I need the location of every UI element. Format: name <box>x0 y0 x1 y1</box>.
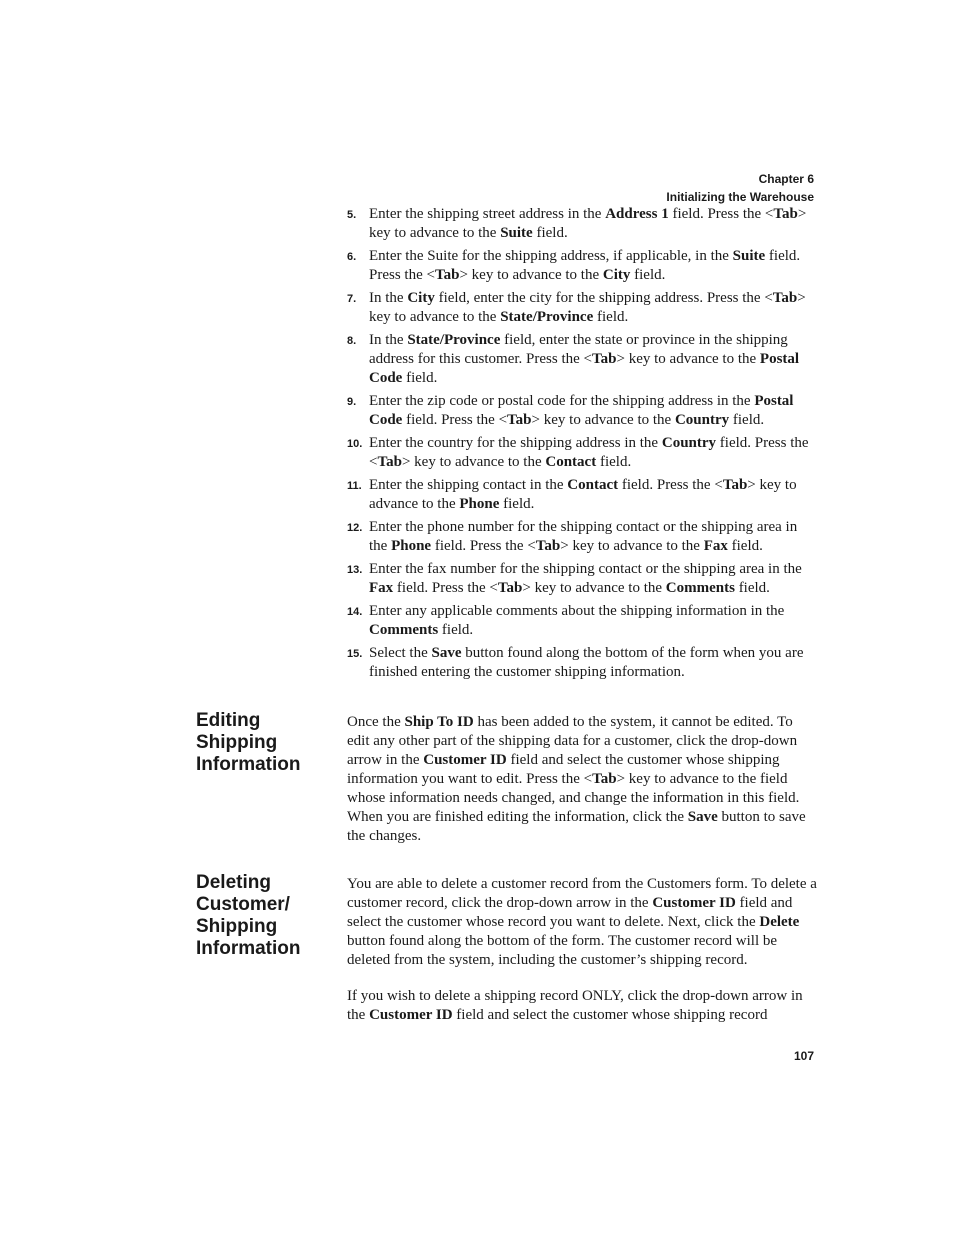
running-header <box>666 170 814 206</box>
bold-term: Fax <box>703 538 728 554</box>
step-text: Enter the shipping street address in the Address 1 field. Press the <Tab> key to advance to the Suite field. <box>369 206 807 241</box>
bold-term: Comments <box>369 622 439 638</box>
procedure-step <box>347 331 817 388</box>
procedure-step <box>347 434 817 472</box>
procedure-step <box>347 602 817 640</box>
procedure-step <box>347 518 817 556</box>
bold-term: Tab <box>377 454 402 470</box>
procedure-step <box>347 289 817 327</box>
chapter-title: Initializing the Warehouse <box>666 190 814 204</box>
step-text: Enter the zip code or postal code for the shipping address in the Postal Code field. Press the <Tab> key to advance to the Country field. <box>369 393 794 428</box>
step-text: Enter the Suite for the shipping address, if applicable, in the Suite field. Press the <Tab> key to advance to the City field. <box>369 248 801 283</box>
bold-term: Country <box>674 412 730 428</box>
step-number: 11. <box>347 480 362 492</box>
step-number: 13. <box>347 564 363 576</box>
procedure-step <box>347 247 817 285</box>
step-text: Enter any applicable comments about the shipping information in the Comments field. <box>369 603 785 638</box>
bold-term: Tab <box>497 580 523 596</box>
bold-term: Tab <box>722 477 748 493</box>
bold-term: Phone <box>459 496 500 512</box>
bold-term: Tab <box>592 351 617 367</box>
bold-term: Tab <box>773 206 798 222</box>
editing-shipping-paragraph: Once the Ship To ID has been added to the system, it cannot be edited. To edit any other part of the shipping data for a customer, click the drop-down arrow in the Customer ID field and select the customer whose shipping information you want to edit. Press the <Tab> key to advance to the field whose information needs changed, and change the information in this field. When you are finished editing the information, click the Save button to save the changes. <box>347 714 806 844</box>
procedure-step <box>347 560 817 598</box>
step-text: In the State/Province field, enter the state or province in the shipping address for this customer. Press the <Tab> key to advance to the Postal Code field. <box>369 332 800 386</box>
bold-term: Ship To ID <box>404 714 474 730</box>
bold-term: Country <box>661 435 717 451</box>
editing-shipping-heading: Editing Shipping Information <box>196 710 301 775</box>
step-number: 5. <box>347 209 357 221</box>
deleting-customer-paragraph-2: If you wish to delete a shipping record ONLY, click the drop-down arrow in the Customer ID field and select the customer whose shipping record <box>347 988 803 1023</box>
deleting-customer-paragraph-1: You are able to delete a customer record from the Customers form. To delete a customer record, click the drop-down arrow in the Customer ID field and select the customer whose record you want to delete. Next, click the Delete button found along the bottom of the form. The customer record will be deleted from the system, including the customer’s shipping record. <box>347 876 817 968</box>
bold-term: Customer ID <box>369 1007 453 1023</box>
bold-term: Tab <box>535 538 561 554</box>
bold-term: Postal Code <box>369 393 794 428</box>
chapter-label: Chapter 6 <box>758 172 814 186</box>
step-number: 14. <box>347 606 363 618</box>
bold-term: Save <box>687 809 718 825</box>
bold-term: Customer ID <box>423 752 507 768</box>
bold-term: Contact <box>545 454 597 470</box>
bold-term: Tab <box>434 267 460 283</box>
step-text: In the City field, enter the city for the shipping address. Press the <Tab> key to advance to the State/Province field. <box>369 290 806 325</box>
bold-term: City <box>602 267 631 283</box>
bold-term: Address 1 <box>605 206 669 222</box>
step-text: Enter the fax number for the shipping contact or the shipping area in the Fax field. Press the <Tab> key to advance to the Comments field. <box>369 561 802 596</box>
step-number: 8. <box>347 335 357 347</box>
deleting-customer-heading: Deleting Customer/ Shipping Information <box>196 872 301 959</box>
bold-term: Fax <box>369 580 394 596</box>
step-text: Enter the shipping contact in the Contact field. Press the <Tab> key to advance to the Phone field. <box>369 477 797 512</box>
procedure-step <box>347 205 817 243</box>
bold-term: Tab <box>592 771 617 787</box>
step-number: 6. <box>347 251 357 263</box>
bold-term: Save <box>431 645 462 661</box>
step-number: 7. <box>347 293 357 305</box>
bold-term: Comments <box>665 580 735 596</box>
procedure-step <box>347 644 817 682</box>
step-number: 10. <box>347 438 363 450</box>
page-number: 107 <box>793 1049 814 1063</box>
step-number: 9. <box>347 396 357 408</box>
bold-term: State/Province <box>500 309 594 325</box>
bold-term: Customer ID <box>652 895 736 911</box>
bold-term: Contact <box>567 477 619 493</box>
step-number: 12. <box>347 522 363 534</box>
bold-term: State/Province <box>407 332 501 348</box>
step-text: Enter the country for the shipping address in the Country field. Press the <Tab> key to advance to the Contact field. <box>369 435 809 470</box>
step-text: Select the Save button found along the bottom of the form when you are finished entering the customer shipping information. <box>369 645 804 680</box>
bold-term: Suite <box>732 248 766 264</box>
bold-term: Postal Code <box>369 351 800 386</box>
bold-term: Tab <box>507 412 532 428</box>
step-number: 15. <box>347 648 363 660</box>
bold-term: City <box>407 290 435 306</box>
step-text: Enter the phone number for the shipping contact or the shipping area in the Phone field. Press the <Tab> key to advance to the Fax field. <box>369 519 798 554</box>
procedure-step <box>347 476 817 514</box>
procedure-steps <box>347 205 817 686</box>
bold-term: Phone <box>391 538 432 554</box>
bold-term: Suite <box>500 225 533 241</box>
bold-term: Tab <box>772 290 798 306</box>
procedure-step <box>347 392 817 430</box>
bold-term: Delete <box>759 914 800 930</box>
